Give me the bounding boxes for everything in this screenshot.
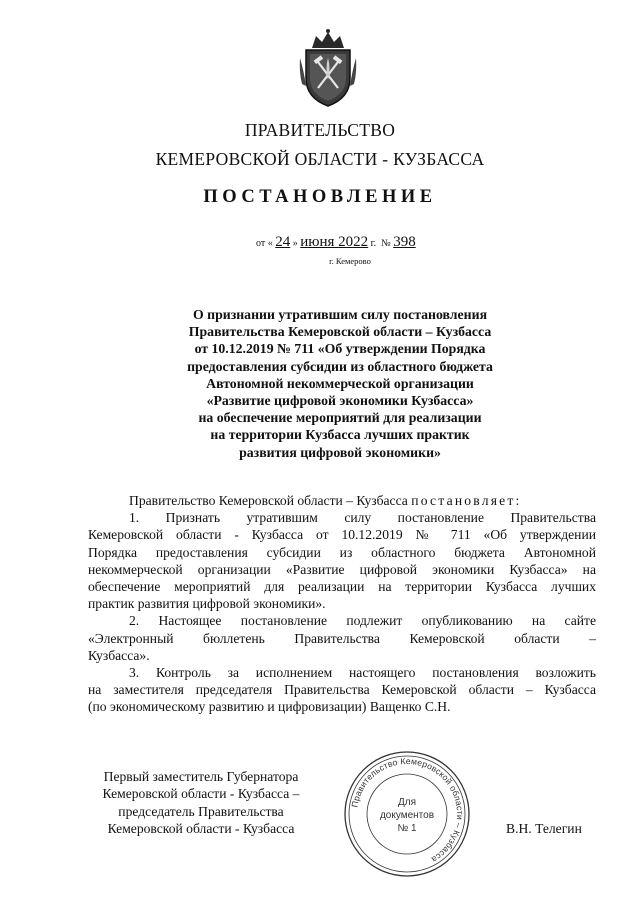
subject-line: на территории Кузбасса лучших практик <box>210 427 470 443</box>
item-2-line: «Электронный бюллетень Правительства Кемеровской области – <box>88 630 596 646</box>
preamble-text: Правительство Кемеровской области – Кузбасса <box>129 493 408 508</box>
position-line: Кемеровской области - Кузбасса – <box>102 786 300 802</box>
subject-line: от 10.12.2019 № 711 «Об утверждении Порядка <box>194 341 486 357</box>
preamble <box>88 492 596 509</box>
city-label: г. Кемерово <box>329 256 371 266</box>
position-line: Кемеровской области - Кузбасса <box>107 821 295 837</box>
date-prefix: от « <box>256 238 273 249</box>
item-3-line: 3. Контроль за исполнением настоящего постановления возложить <box>129 665 596 681</box>
subject-line: на обеспечение мероприятий для реализации <box>198 410 482 426</box>
item-2-line: Кузбасса». <box>88 647 150 663</box>
item-1-line: Кемеровской области - Кузбасса от 10.12.2019 № 711 «Об утверждении <box>88 527 596 543</box>
date-year-suffix: г. <box>370 238 377 249</box>
document-subject <box>120 306 560 461</box>
position-line: председатель Правительства <box>118 803 284 819</box>
signer-name: В.Н. Телегин <box>506 821 582 836</box>
coat-of-arms-emblem <box>298 28 358 108</box>
item-1-line: некоммерческой организации «Развитие цифровой экономики Кузбасса» на <box>88 561 596 577</box>
subject-line: развития цифровой экономики» <box>239 444 441 460</box>
stamp-ring-text: Правительство Кемеровской области – Кузбасса <box>349 755 466 865</box>
date-separator: » <box>292 238 298 249</box>
item-1-line: Порядка предоставления субсидии из областного бюджета Автономной <box>88 544 596 560</box>
official-stamp <box>342 749 472 879</box>
item-1-line: практик развития цифровой экономики». <box>88 596 326 612</box>
item-2-line: 2. Настоящее постановление подлежит опубликованию на сайте <box>129 613 596 629</box>
signatory-position <box>76 768 326 838</box>
item-1-line: 1. Признать утратившим силу постановление Правительства <box>129 510 596 526</box>
subject-line: О признании утратившим силу постановления <box>192 307 488 322</box>
government-name-line-1: ПРАВИТЕЛЬСТВО <box>244 120 396 140</box>
stamp-center-line-2: документов <box>379 810 435 821</box>
document-type-title: ПОСТАНОВЛЕНИЕ <box>203 187 437 207</box>
date-month-year: июня 2022 <box>300 234 369 250</box>
position-line: Первый заместитель Губернатора <box>103 769 299 784</box>
stamp-center-line-1: Для <box>397 797 417 808</box>
number-label: № <box>381 238 391 249</box>
subject-line: Автономной некоммерческой организации <box>206 375 474 391</box>
document-dateline <box>256 234 416 251</box>
subject-line: предоставления субсидии из областного бюджета <box>187 358 493 374</box>
subject-line: Правительства Кемеровской области – Кузбасса <box>188 324 492 340</box>
preamble-decree-word: постановляет: <box>411 493 522 508</box>
government-name-line-2: КЕМЕРОВСКОЙ ОБЛАСТИ - КУЗБАССА <box>155 149 485 169</box>
date-day: 24 <box>275 234 291 250</box>
stamp-center-line-3: № 1 <box>397 823 417 834</box>
item-1-line: обеспечение мероприятий для реализации на территории Кузбасса лучших <box>88 579 596 595</box>
subject-line: «Развитие цифровой экономики Кузбасса» <box>206 393 474 409</box>
document-number: 398 <box>393 234 416 250</box>
document-body <box>88 492 596 716</box>
item-3-line: на заместителя председателя Правительства Кемеровской области – Кузбасса <box>88 682 596 698</box>
item-3-line: (по экономическому развитию и цифровизации) Ващенко С.Н. <box>88 699 451 715</box>
